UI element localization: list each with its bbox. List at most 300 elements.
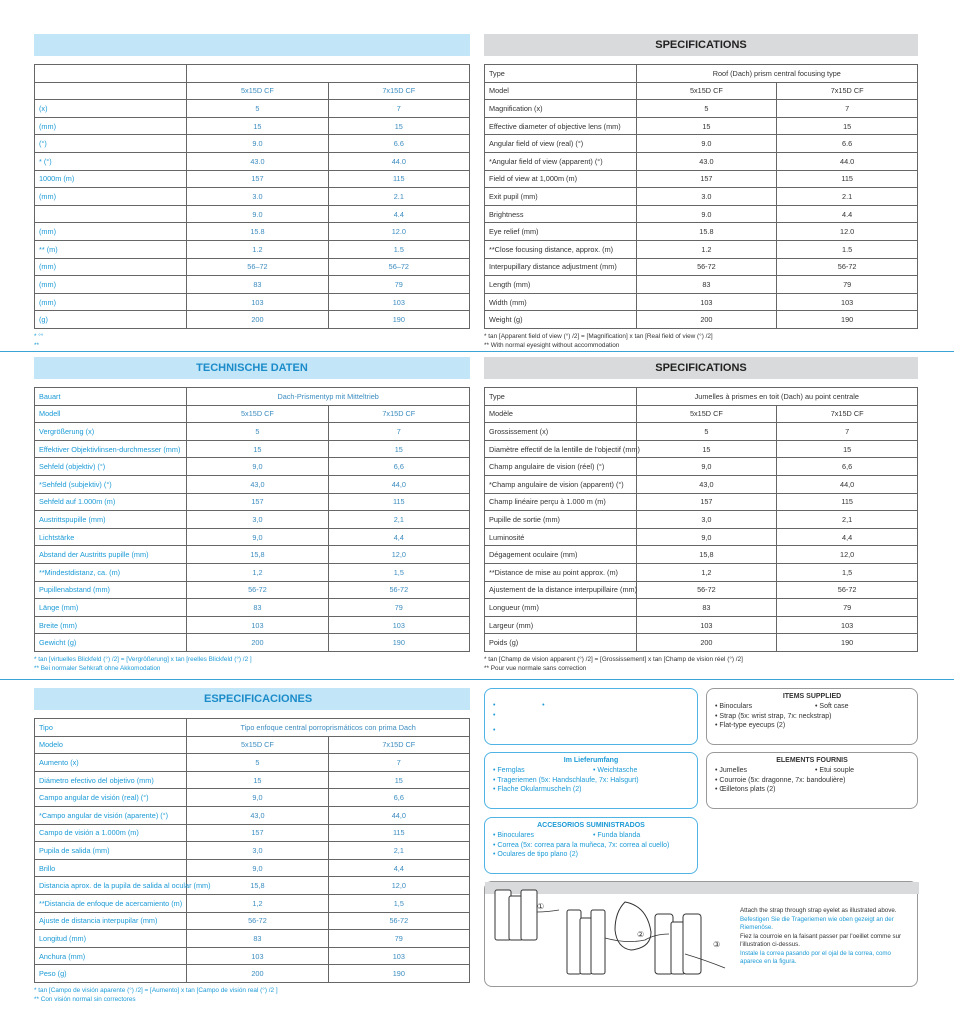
spec-value-7x15: 12.0: [777, 223, 918, 241]
spec-row: [485, 117, 918, 135]
spec-row: [485, 493, 918, 511]
spec-value-5x15: 43,0: [187, 806, 328, 824]
supplied-item: [493, 785, 689, 795]
spec-label: (x): [35, 100, 187, 118]
spec-value-7x15: 7x15D CF: [777, 82, 918, 100]
spec-row: [485, 311, 918, 329]
step-2-marker: ②: [637, 930, 645, 939]
spec-label: (mm): [35, 117, 187, 135]
spec-row: [485, 170, 918, 188]
spec-value-7x15: 56–72: [328, 258, 469, 276]
spec-value-5x15: 83: [187, 599, 328, 617]
spec-label: (mm): [35, 188, 187, 206]
spec-label: Effektiver Objektivlinsen-durchmesser (mm): [35, 440, 187, 458]
spec-label: Luminosité: [485, 528, 637, 546]
spec-value-5x15: 3.0: [187, 188, 328, 206]
spec-value-5x15: 56-72: [636, 258, 777, 276]
spec-label: Pupillenabstand (mm): [35, 581, 187, 599]
spec-value-7x15: 6.6: [328, 135, 469, 153]
en-supplied-title: ITEMS SUPPLIED: [782, 693, 842, 700]
spec-label: Magnification (x): [485, 100, 637, 118]
spec-value-5x15: 56–72: [187, 258, 328, 276]
spec-label: Dégagement oculaire (mm): [485, 546, 637, 564]
type-row: [485, 65, 918, 83]
spec-label: 1000m (m): [35, 170, 187, 188]
spec-row: [485, 258, 918, 276]
spec-row: [35, 965, 470, 983]
spec-row: [35, 806, 470, 824]
de-spec-table: [34, 387, 470, 652]
en-spec-panel: [484, 34, 918, 350]
spec-row: [485, 511, 918, 529]
spec-value-5x15: 1,2: [187, 563, 328, 581]
spec-label: *Sehfeld (subjektiv) (°): [35, 475, 187, 493]
spec-value-7x15: 79: [328, 599, 469, 617]
supplied-item-text: • Fernglas: [493, 767, 525, 774]
spec-row: [35, 930, 470, 948]
spec-label: (g): [35, 311, 187, 329]
jp-supplied-item-1: • •: [493, 702, 545, 709]
spec-value-7x15: 56-72: [777, 581, 918, 599]
spec-value-7x15: 7: [777, 423, 918, 441]
jp-supplied-item-3: •: [493, 727, 496, 734]
spec-label: Grossissement (x): [485, 423, 637, 441]
supplied-item-text: • Strap (5x: wrist strap, 7x: neckstrap): [715, 712, 832, 720]
spec-row: [35, 493, 470, 511]
spec-value-7x15: 115: [328, 493, 469, 511]
de-notes: [34, 655, 470, 673]
spec-value-5x15: 5x15D CF: [187, 405, 328, 423]
spec-value-5x15: 200: [187, 634, 328, 652]
spec-value-7x15: 6,6: [777, 458, 918, 476]
fr-spec-panel: [484, 357, 918, 673]
strap-instructions: [740, 907, 915, 967]
spec-row: [485, 581, 918, 599]
supplied-item-text: • Etui souple: [815, 767, 855, 774]
spec-label: Diámetro efectivo del objetivo (mm): [35, 771, 187, 789]
spec-value-7x15: 4,4: [328, 859, 469, 877]
spec-label: Width (mm): [485, 293, 637, 311]
spec-value-7x15: 79: [777, 599, 918, 617]
de-spec-title: TECHNISCHE DATEN: [34, 357, 470, 379]
type-value: Jumelles à prismes en toit (Dach) au point centrale: [636, 388, 917, 406]
fr-notes: [484, 655, 918, 673]
spec-label: Länge (mm): [35, 599, 187, 617]
supplied-item-text: • Funda blanda: [593, 832, 641, 839]
spec-label: Sehfeld auf 1.000m (m): [35, 493, 187, 511]
spec-row: [35, 135, 470, 153]
spec-row: [485, 405, 918, 423]
jp-spec-table: [34, 64, 470, 329]
spec-row: [35, 563, 470, 581]
spec-label: Field of view at 1,000m (m): [485, 170, 637, 188]
spec-label: Breite (mm): [35, 616, 187, 634]
spec-label: (mm): [35, 223, 187, 241]
spec-label: Austrittspupille (mm): [35, 511, 187, 529]
es-spec-panel: [34, 688, 470, 1004]
spec-value-7x15: 1.5: [777, 240, 918, 258]
spec-value-7x15: 15: [328, 117, 469, 135]
supplied-item-text: • Jumelles: [715, 767, 748, 774]
spec-label: Brillo: [35, 859, 187, 877]
spec-value-7x15: 6.6: [777, 135, 918, 153]
spec-row: [35, 311, 470, 329]
fr-note-1: * tan [Champ de vision apparent (°) /2] = [Grossissement] x tan [Champ de vision réel (°) /2]: [484, 655, 743, 663]
spec-row: [485, 205, 918, 223]
type-label: Type: [485, 388, 637, 406]
spec-value-7x15: 103: [777, 293, 918, 311]
spec-label: Vergrößerung (x): [35, 423, 187, 441]
spec-row: [485, 546, 918, 564]
spec-value-5x15: 9,0: [187, 528, 328, 546]
spec-value-5x15: 15: [187, 117, 328, 135]
spec-value-7x15: 44,0: [328, 475, 469, 493]
spec-label: Distancia aprox. de la pupila de salida al ocular (mm): [35, 877, 187, 895]
spec-value-5x15: 5: [187, 754, 328, 772]
type-label: Tipo: [35, 719, 187, 737]
spec-label: Model: [485, 82, 637, 100]
spec-label: Modell: [35, 405, 187, 423]
spec-value-5x15: 83: [636, 599, 777, 617]
spec-row: [35, 736, 470, 754]
spec-row: [35, 223, 470, 241]
spec-value-7x15: 1,5: [328, 563, 469, 581]
spec-row: [35, 771, 470, 789]
divider-2: [0, 679, 954, 680]
spec-row: [35, 877, 470, 895]
spec-value-5x15: 5x15D CF: [636, 82, 777, 100]
spec-row: [485, 563, 918, 581]
spec-value-7x15: 190: [328, 965, 469, 983]
spec-label: Peso (g): [35, 965, 187, 983]
spec-value-5x15: 5x15D CF: [187, 82, 328, 100]
spec-row: [485, 599, 918, 617]
spec-value-7x15: 79: [777, 276, 918, 294]
de-supplied-list: [493, 766, 689, 795]
spec-value-5x15: 103: [187, 293, 328, 311]
spec-value-5x15: 5: [636, 423, 777, 441]
spec-value-7x15: 190: [777, 634, 918, 652]
spec-label: Weight (g): [485, 311, 637, 329]
spec-value-7x15: 7x15D CF: [777, 405, 918, 423]
spec-value-7x15: 7: [328, 100, 469, 118]
spec-value-7x15: 190: [777, 311, 918, 329]
spec-value-5x15: 15: [636, 117, 777, 135]
spec-value-5x15: 1.2: [187, 240, 328, 258]
type-row: [485, 388, 918, 406]
strap-text-de: Befestigen Sie die Trageriemen wie oben gezeigt an der Riemenöse.: [740, 915, 894, 931]
es-notes: [34, 986, 470, 1004]
spec-value-7x15: 4,4: [777, 528, 918, 546]
spec-label: Longitud (mm): [35, 930, 187, 948]
de-supplied-title: Im Lieferumfang: [563, 757, 619, 764]
spec-value-5x15: 3,0: [187, 511, 328, 529]
es-supplied-list: [493, 831, 689, 860]
es-note-1: * tan [Campo de visión aparente (°) /2] = [Aumento] x tan [Campo de visión real (°) /2 ]: [34, 986, 278, 994]
supplied-item-text: • Correa (5x: correa para la muñeca, 7x: correa al cuello): [493, 841, 670, 849]
spec-row: [35, 100, 470, 118]
spec-value-7x15: 15: [777, 117, 918, 135]
spec-label: Longueur (mm): [485, 599, 637, 617]
type-value: Tipo enfoque central porroprismáticos con prima Dach: [187, 719, 470, 737]
spec-value-7x15: 115: [777, 493, 918, 511]
spec-value-5x15: 1.2: [636, 240, 777, 258]
es-supplied-box: [484, 817, 698, 874]
spec-label: (mm): [35, 258, 187, 276]
spec-row: [485, 276, 918, 294]
en-note-2: ** With normal eyesight without accommodation: [484, 341, 620, 349]
spec-value-7x15: 56-72: [777, 258, 918, 276]
spec-value-5x15: 15: [187, 771, 328, 789]
spec-row: [35, 188, 470, 206]
jp-supplied-item-2: •: [493, 711, 496, 719]
spec-value-7x15: 79: [328, 930, 469, 948]
supplied-item: [715, 721, 909, 731]
fr-supplied-list: [715, 766, 909, 795]
spec-row: [35, 754, 470, 772]
spec-row: [35, 440, 470, 458]
fr-spec-title: SPECIFICATIONS: [484, 357, 918, 379]
spec-label: [35, 65, 187, 83]
spec-value-7x15: 56-72: [328, 581, 469, 599]
spec-value-5x15: 1,2: [636, 563, 777, 581]
jp-notes: [34, 332, 470, 350]
spec-label: Interpupillary distance adjustment (mm): [485, 258, 637, 276]
spec-value-5x15: 3,0: [187, 842, 328, 860]
spec-value-5x15: 5: [187, 100, 328, 118]
spec-label: Pupille de sortie (mm): [485, 511, 637, 529]
es-spec-title: ESPECIFICACIONES: [34, 688, 470, 710]
spec-value-5x15: 5: [636, 100, 777, 118]
spec-row: [35, 859, 470, 877]
spec-value-7x15: 103: [328, 616, 469, 634]
spec-label: Effective diameter of objective lens (mm): [485, 117, 637, 135]
spec-row: [485, 188, 918, 206]
supplied-item-text: • Oculares de tipo plano (2): [493, 851, 578, 858]
spec-row: [35, 405, 470, 423]
spec-value-5x15: 9,0: [187, 859, 328, 877]
spec-value-5x15: 103: [187, 947, 328, 965]
spec-value-5x15: 1,2: [187, 894, 328, 912]
spec-value-5x15: 200: [636, 634, 777, 652]
spec-value-5x15: 157: [636, 170, 777, 188]
spec-value-5x15: 83: [636, 276, 777, 294]
spec-value-7x15: 7: [328, 754, 469, 772]
spec-row: [35, 789, 470, 807]
strap-text-en: Attach the strap through strap eyelet as illustrated above.: [740, 907, 897, 914]
spec-value-7x15: 6,6: [328, 789, 469, 807]
spec-value-7x15: 44.0: [328, 152, 469, 170]
spec-row: [35, 423, 470, 441]
spec-label: Anchura (mm): [35, 947, 187, 965]
spec-row: [35, 894, 470, 912]
spec-value-5x15: 103: [636, 616, 777, 634]
spec-row: [35, 276, 470, 294]
spec-value-5x15: 83: [187, 276, 328, 294]
supplied-item: [493, 831, 689, 841]
spec-value-7x15: 190: [328, 311, 469, 329]
spec-row: [35, 599, 470, 617]
spec-row: [35, 82, 470, 100]
spec-label: ** (m): [35, 240, 187, 258]
spec-value-5x15: 157: [187, 493, 328, 511]
jp-note-1: * °°: [34, 332, 44, 340]
supplied-item: [493, 766, 689, 776]
spec-row: [35, 293, 470, 311]
de-supplied-box: [484, 752, 698, 809]
supplied-item: [493, 776, 689, 786]
supplied-item: [715, 712, 909, 722]
spec-value-5x15: 3.0: [636, 188, 777, 206]
spec-label: [35, 205, 187, 223]
spec-value-7x15: 2,1: [328, 842, 469, 860]
spec-value-7x15: 4.4: [328, 205, 469, 223]
spec-row: [35, 170, 470, 188]
spec-row: [485, 528, 918, 546]
spec-label: Pupila de salida (mm): [35, 842, 187, 860]
spec-value-5x15: 56-72: [187, 581, 328, 599]
spec-row: [35, 152, 470, 170]
spec-value-5x15: 9,0: [187, 789, 328, 807]
spec-row: [485, 423, 918, 441]
type-label: Type: [485, 65, 637, 83]
supplied-item-text: • Œilletons plats (2): [715, 786, 776, 793]
supplied-item-text: • Binoculares: [493, 832, 534, 839]
spec-value-5x15: 15,8: [636, 546, 777, 564]
spec-row: [35, 117, 470, 135]
spec-label: Largeur (mm): [485, 616, 637, 634]
spec-value-5x15: 15.8: [187, 223, 328, 241]
spec-value-7x15: 2.1: [777, 188, 918, 206]
spec-value-7x15: 6,6: [328, 458, 469, 476]
spec-value-5x15: 157: [187, 824, 328, 842]
spec-value-5x15: 9.0: [187, 205, 328, 223]
jp-spec-header: [34, 34, 470, 56]
spec-value-7x15: 44,0: [777, 475, 918, 493]
spec-row: [35, 205, 470, 223]
spec-value-7x15: 115: [328, 824, 469, 842]
fr-supplied-box: [706, 752, 918, 809]
spec-row: [35, 947, 470, 965]
spec-value-5x15: 200: [636, 311, 777, 329]
jp-supplied-box: [484, 688, 698, 745]
supplied-item: [493, 841, 689, 851]
spec-value-7x15: 115: [328, 170, 469, 188]
spec-row: [485, 240, 918, 258]
spec-row: [485, 440, 918, 458]
spec-value-7x15: 79: [328, 276, 469, 294]
spec-label: Diamètre effectif de la lentille de l'objectif (mm): [485, 440, 637, 458]
type-value: Roof (Dach) prism central focusing type: [636, 65, 917, 83]
spec-value-7x15: 2.1: [328, 188, 469, 206]
spec-row: [35, 616, 470, 634]
spec-row: [35, 634, 470, 652]
spec-value-5x15: 157: [636, 493, 777, 511]
spec-value-7x15: 15: [328, 440, 469, 458]
spec-label: **Mindestdistanz, ca. (m): [35, 563, 187, 581]
spec-label: Brightness: [485, 205, 637, 223]
spec-row: [485, 616, 918, 634]
es-note-2: ** Con visión normal sin correctores: [34, 995, 136, 1003]
spec-row: [35, 475, 470, 493]
supplied-item: [493, 850, 689, 860]
spec-value-7x15: 7: [777, 100, 918, 118]
jp-spec-panel: [34, 34, 470, 350]
spec-label: Poids (g): [485, 634, 637, 652]
spec-row: [35, 528, 470, 546]
spec-value-7x15: 115: [777, 170, 918, 188]
en-spec-title: SPECIFICATIONS: [484, 34, 918, 56]
supplied-item: [715, 766, 909, 776]
en-supplied-box: [706, 688, 918, 745]
spec-label: *Angular field of view (apparent) (°): [485, 152, 637, 170]
spec-value-5x15: 9.0: [636, 135, 777, 153]
type-value: Dach-Prismentyp mit Mitteltrieb: [187, 388, 470, 406]
spec-row: [485, 458, 918, 476]
spec-value-7x15: 15: [328, 771, 469, 789]
spec-value-7x15: 4.4: [777, 205, 918, 223]
spec-label: Eye relief (mm): [485, 223, 637, 241]
spec-value-5x15: 5x15D CF: [187, 736, 328, 754]
spec-label: (mm): [35, 293, 187, 311]
spec-value-5x15: 5: [187, 423, 328, 441]
spec-label: Campo de visión a 1.000m (m): [35, 824, 187, 842]
spec-value-7x15: 1.5: [328, 240, 469, 258]
spec-row: [485, 634, 918, 652]
spec-value-5x15: 15: [636, 440, 777, 458]
spec-row: [35, 65, 470, 83]
supplied-item-text: • Binoculars: [715, 703, 753, 710]
spec-label: Champ angulaire de vision (réel) (°): [485, 458, 637, 476]
spec-value-7x15: 4,4: [328, 528, 469, 546]
spec-row: [35, 240, 470, 258]
de-spec-panel: [34, 357, 470, 673]
spec-label: (mm): [35, 276, 187, 294]
spec-value-7x15: 2,1: [777, 511, 918, 529]
en-note-1: * tan [Apparent field of view (°) /2] = [Magnification] x tan [Real field of view (°) /2]: [484, 332, 713, 340]
spec-value-5x15: 9,0: [187, 458, 328, 476]
spec-value-5x15: 9.0: [187, 135, 328, 153]
spec-value-5x15: 15,8: [187, 877, 328, 895]
spec-value-5x15: 56-72: [636, 581, 777, 599]
spec-value-7x15: 12,0: [328, 546, 469, 564]
spec-value-5x15: 103: [636, 293, 777, 311]
spec-label: **Distancia de enfoque de acercamiento (m): [35, 894, 187, 912]
spec-value-5x15: 15.8: [636, 223, 777, 241]
supplied-item: [715, 785, 909, 795]
spec-row: [35, 546, 470, 564]
spec-value-7x15: 7x15D CF: [328, 82, 469, 100]
spec-label: Aumento (x): [35, 754, 187, 772]
spec-value-5x15: 157: [187, 170, 328, 188]
spec-value-7x15: 7x15D CF: [328, 405, 469, 423]
spec-label: * (°): [35, 152, 187, 170]
spec-row: [485, 293, 918, 311]
spec-row: [485, 82, 918, 100]
spec-row: [485, 475, 918, 493]
strap-illustration-panel: [484, 881, 918, 987]
spec-value-5x15: 43.0: [187, 152, 328, 170]
spec-label: Campo angular de visión (real) (°): [35, 789, 187, 807]
spec-value-7x15: 103: [777, 616, 918, 634]
spec-label: **Distance de mise au point approx. (m): [485, 563, 637, 581]
spec-label: Angular field of view (real) (°): [485, 135, 637, 153]
spec-value-7x15: 103: [328, 293, 469, 311]
spec-row: [35, 458, 470, 476]
spec-value-5x15: 9,0: [636, 458, 777, 476]
spec-value-7x15: 103: [328, 947, 469, 965]
spec-label: Abstand der Austritts pupille (mm): [35, 546, 187, 564]
